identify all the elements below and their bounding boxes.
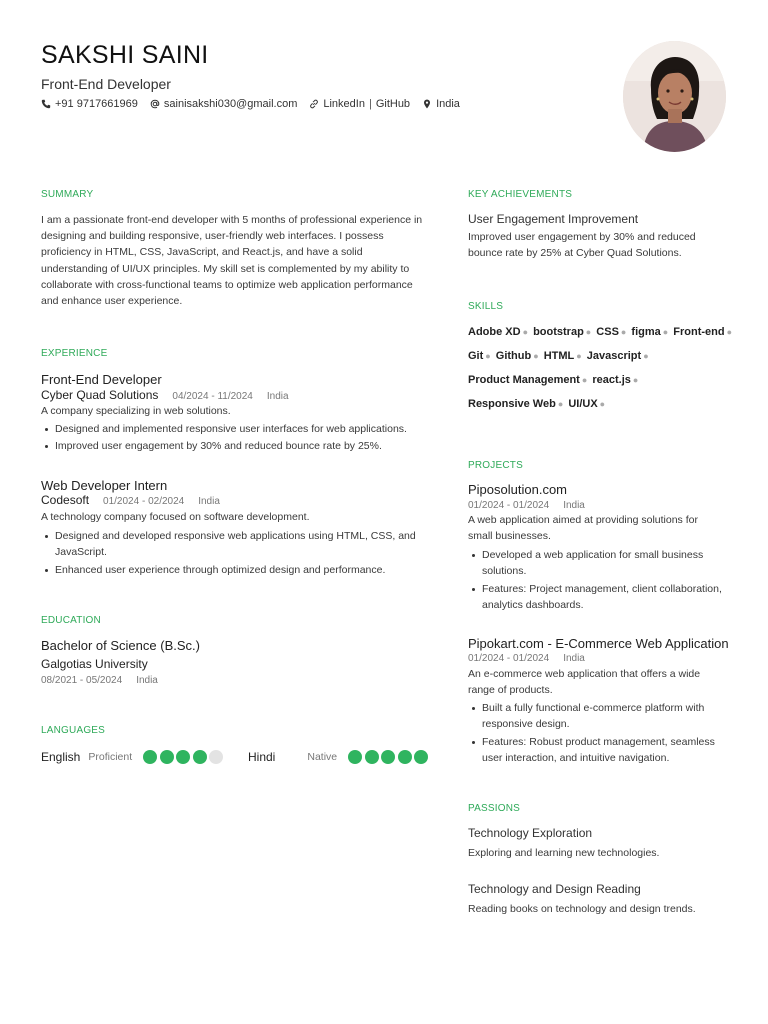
project-description: A web application aimed at providing solutions for small businesses. bbox=[468, 514, 698, 542]
experience-heading: EXPERIENCE bbox=[41, 348, 108, 359]
skill-separator: ● bbox=[599, 399, 606, 409]
project-location: India bbox=[563, 500, 585, 511]
linkedin-link[interactable]: LinkedIn bbox=[323, 98, 365, 110]
phone-icon bbox=[41, 99, 51, 109]
skill-item: Product Management bbox=[468, 374, 580, 386]
education-degree: Bachelor of Science (B.Sc.) bbox=[41, 638, 200, 653]
rating-dot-filled bbox=[160, 750, 174, 764]
rating-dot-filled bbox=[381, 750, 395, 764]
experience-bullets bbox=[41, 421, 441, 456]
language-name: Hindi bbox=[248, 750, 276, 764]
experience-role: Web Developer Intern bbox=[41, 478, 168, 493]
rating-dot-empty bbox=[209, 750, 223, 764]
rating-dot-filled bbox=[193, 750, 207, 764]
contact-email[interactable] bbox=[150, 98, 297, 110]
skill-separator: ● bbox=[581, 375, 588, 385]
project-meta-row bbox=[468, 653, 585, 664]
phone-text: +91 9717661969 bbox=[55, 98, 138, 110]
language-english bbox=[41, 750, 226, 764]
education-school-row bbox=[41, 657, 148, 671]
summary-heading: SUMMARY bbox=[41, 189, 94, 200]
rating-dot-filled bbox=[176, 750, 190, 764]
projects-heading: PROJECTS bbox=[468, 460, 523, 471]
passion-text: Reading books on technology and design trends. bbox=[468, 903, 696, 915]
project-description: An e-commerce web application that offers a wide range of products. bbox=[468, 668, 701, 696]
skill-separator: ● bbox=[643, 351, 649, 361]
skill-item: Javascript bbox=[586, 350, 642, 362]
skill-separator: ● bbox=[522, 327, 528, 337]
experience-meta-row bbox=[41, 493, 220, 507]
contact-bar bbox=[41, 98, 472, 110]
list-item: Designed and developed responsive web applications using HTML, CSS, and JavaScript. bbox=[41, 528, 426, 561]
skill-item: UI/UX bbox=[568, 398, 598, 410]
location-pin-icon bbox=[422, 99, 432, 109]
rating-dot-filled bbox=[414, 750, 428, 764]
experience-bullets bbox=[41, 528, 426, 579]
experience-dates: 04/2024 - 11/2024 bbox=[172, 391, 253, 402]
summary-text: I am a passionate front-end developer with 5 months of professional experience in designing and building responsive, user-friendly web interfaces. I possess proficiency in HTML, CSS, JavaScript, and React.js, and have a solid understanding of UI/UX principles. My skill set is complemented by my ability to collaborate with cross-functional teams to optimize web application performance and enhance user experience. bbox=[41, 214, 423, 308]
skill-item: HTML bbox=[543, 350, 575, 362]
skill-item: Responsive Web bbox=[468, 398, 556, 410]
list-item: Developed a web application for small business solutions. bbox=[468, 547, 733, 580]
passions-heading: PASSIONS bbox=[468, 803, 520, 814]
skill-item: Git bbox=[468, 350, 484, 362]
project-bullets bbox=[468, 547, 733, 614]
skill-separator: ● bbox=[557, 399, 564, 409]
experience-location: India bbox=[266, 391, 289, 402]
list-item: Built a fully functional e-commerce platform with responsive design. bbox=[468, 700, 738, 733]
education-meta-row bbox=[41, 675, 158, 686]
passion-title: Technology Exploration bbox=[468, 826, 593, 840]
project-dates: 01/2024 - 01/2024 bbox=[468, 500, 550, 511]
passion-text: Exploring and learning new technologies. bbox=[468, 847, 660, 859]
skill-separator: ● bbox=[533, 351, 539, 361]
project-dates: 01/2024 - 01/2024 bbox=[468, 653, 550, 664]
experience-company: Cyber Quad Solutions bbox=[41, 388, 159, 402]
rating-dot-filled bbox=[398, 750, 412, 764]
profile-photo-illustration bbox=[623, 41, 726, 152]
rating-dot-filled bbox=[348, 750, 362, 764]
list-item: Features: Robust product management, seamless user interaction, and intuitive navigation. bbox=[468, 734, 738, 767]
skill-item: Adobe XD bbox=[468, 326, 521, 338]
project-title: Pipokart.com - E-Commerce Web Application bbox=[468, 636, 729, 651]
experience-dates: 01/2024 - 02/2024 bbox=[103, 496, 185, 507]
passion-title: Technology and Design Reading bbox=[468, 882, 641, 896]
languages-heading: LANGUAGES bbox=[41, 725, 106, 736]
experience-meta-row bbox=[41, 388, 289, 402]
skill-item: CSS bbox=[596, 326, 619, 338]
experience-location: India bbox=[198, 496, 220, 507]
skill-separator: ● bbox=[585, 327, 592, 337]
experience-description: A technology company focused on software development. bbox=[41, 511, 310, 523]
candidate-name: SAKSHI SAINI bbox=[41, 41, 209, 69]
list-item: Enhanced user experience through optimized design and performance. bbox=[41, 562, 426, 578]
skill-separator: ● bbox=[620, 327, 627, 337]
skill-separator: ● bbox=[632, 375, 639, 385]
email-text: sainisakshi030@gmail.com bbox=[163, 98, 298, 110]
achievements-heading: KEY ACHIEVEMENTS bbox=[468, 189, 573, 200]
language-level: Proficient bbox=[88, 751, 133, 763]
skill-item: react.js bbox=[592, 374, 631, 386]
location-text: India bbox=[436, 98, 460, 110]
education-school: Galgotias University bbox=[41, 657, 148, 671]
language-name: English bbox=[41, 750, 81, 764]
skill-item: Front-end bbox=[673, 326, 725, 338]
list-item: Features: Project management, client collaboration, analytics dashboards. bbox=[468, 581, 733, 614]
profile-photo bbox=[623, 41, 726, 152]
language-rating bbox=[143, 750, 226, 764]
project-bullets bbox=[468, 700, 738, 767]
skill-item: figma bbox=[631, 326, 661, 338]
experience-description: A company specializing in web solutions. bbox=[41, 405, 231, 417]
github-link[interactable]: GitHub bbox=[375, 98, 411, 110]
language-level: Native bbox=[307, 751, 338, 763]
candidate-title: Front-End Developer bbox=[41, 76, 171, 92]
at-icon bbox=[150, 99, 160, 109]
project-title: Piposolution.com bbox=[468, 482, 567, 497]
experience-company: Codesoft bbox=[41, 493, 90, 507]
skill-item: bootstrap bbox=[533, 326, 584, 338]
skill-separator: ● bbox=[485, 351, 491, 361]
rating-dot-filled bbox=[143, 750, 157, 764]
rating-dot-filled bbox=[365, 750, 379, 764]
skill-item: Github bbox=[495, 350, 532, 362]
contact-location bbox=[422, 98, 460, 110]
education-dates: 08/2021 - 05/2024 bbox=[41, 675, 123, 686]
experience-role: Front-End Developer bbox=[41, 372, 162, 387]
skills-list bbox=[468, 320, 738, 416]
skill-separator: ● bbox=[576, 351, 582, 361]
link-icon bbox=[309, 99, 319, 109]
education-location: India bbox=[136, 675, 158, 686]
language-rating bbox=[348, 750, 431, 764]
contact-links bbox=[309, 98, 410, 110]
education-heading: EDUCATION bbox=[41, 615, 101, 626]
skill-separator: ● bbox=[662, 327, 669, 337]
contact-phone[interactable] bbox=[41, 98, 138, 110]
achievement-text: Improved user engagement by 30% and reduced bounce rate by 25% at Cyber Quad Solutions. bbox=[468, 231, 696, 259]
achievement-title: User Engagement Improvement bbox=[468, 212, 639, 226]
list-item: Designed and implemented responsive user interfaces for web applications. bbox=[41, 421, 441, 437]
skills-heading: SKILLS bbox=[468, 301, 504, 312]
project-location: India bbox=[563, 653, 585, 664]
list-item: Improved user engagement by 30% and reduced bounce rate by 25%. bbox=[41, 438, 441, 454]
skill-separator: ● bbox=[726, 327, 733, 337]
project-meta-row bbox=[468, 500, 585, 511]
language-hindi bbox=[248, 750, 431, 764]
link-separator: | bbox=[368, 98, 372, 110]
